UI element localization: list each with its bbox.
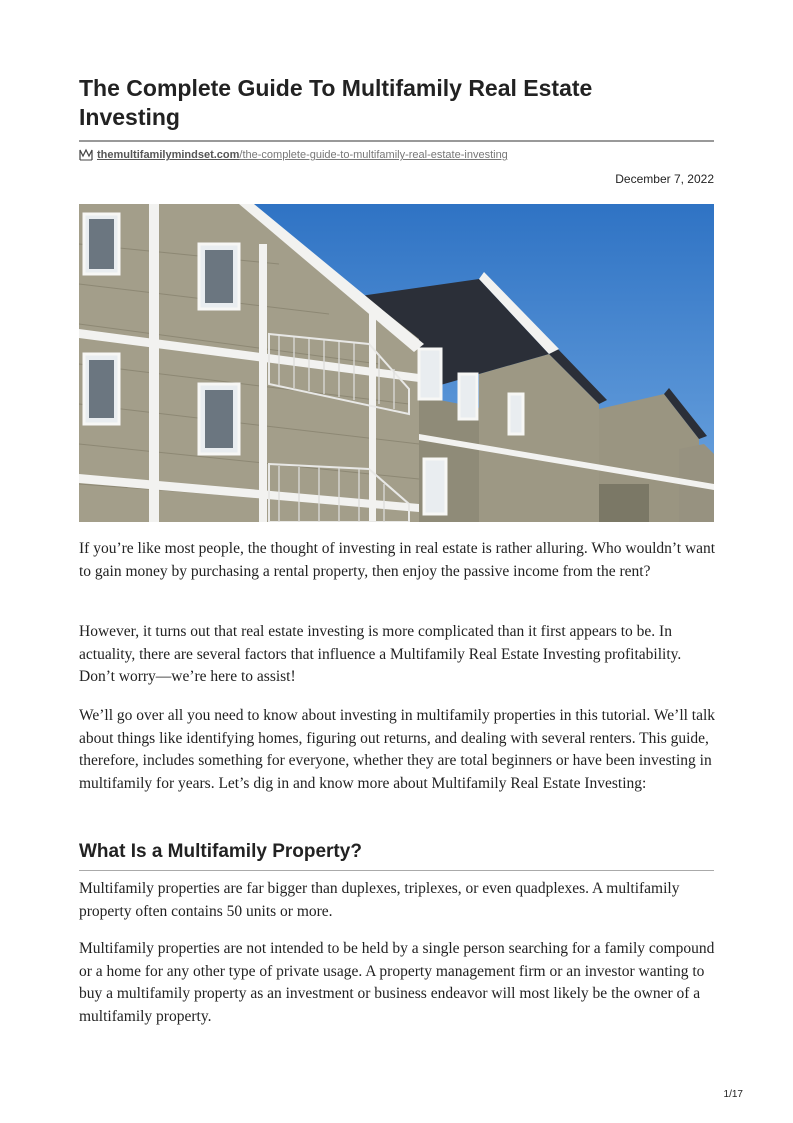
source-domain-link[interactable]: themultifamilymindset.com — [97, 149, 240, 161]
intro-paragraph-3: We’ll go over all you need to know about investing in multifamily properties in this tutorial. We’ll talk about things like identifying homes, figuring out returns, and dealing with several renters. This guide, therefore, includes something for everyone, whether they are total beginners or have been investing in multifamily for years. Let’s dig in and know more about Multifamily Real Estate Investing: — [79, 707, 716, 792]
apartment-building-photo-icon — [79, 204, 714, 522]
page-title: The Complete Guide To Multifamily Real Estate Investing — [79, 75, 593, 130]
intro-paragraph-1: If you’re like most people, the thought of investing in real estate is rather alluring. Who wouldn’t want to gain money by purchasing a rental property, then enjoy the passive income from the rent? — [79, 540, 716, 580]
page-number: 1/17 — [723, 1089, 743, 1100]
source-path-link[interactable]: /the-complete-guide-to-multifamily-real-estate-investing — [239, 149, 508, 161]
section-heading: What Is a Multifamily Property? — [79, 841, 362, 862]
intro-paragraph-2: However, it turns out that real estate investing is more complicated than it first appears to be. In actuality, there are several factors that influence a Multifamily Real Estate Investing profitability. Don’t worry—we’re here to assist! — [79, 623, 682, 685]
title-divider — [79, 140, 714, 142]
publish-date: December 7, 2022 — [615, 172, 714, 186]
section-divider — [79, 870, 714, 871]
site-logo-icon — [79, 148, 93, 162]
source-line — [79, 147, 508, 163]
hero-image — [79, 204, 714, 522]
section-paragraph-1: Multifamily properties are far bigger than duplexes, triplexes, or even quadplexes. A multifamily property often contains 50 units or more. — [79, 880, 680, 920]
section-paragraph-2: Multifamily properties are not intended to be held by a single person searching for a family compound or a home for any other type of private usage. A property management firm or an investor wanting to buy a multifamily property as an investment or business endeavor will most likely be the owner of a multifamily property. — [79, 940, 715, 1025]
